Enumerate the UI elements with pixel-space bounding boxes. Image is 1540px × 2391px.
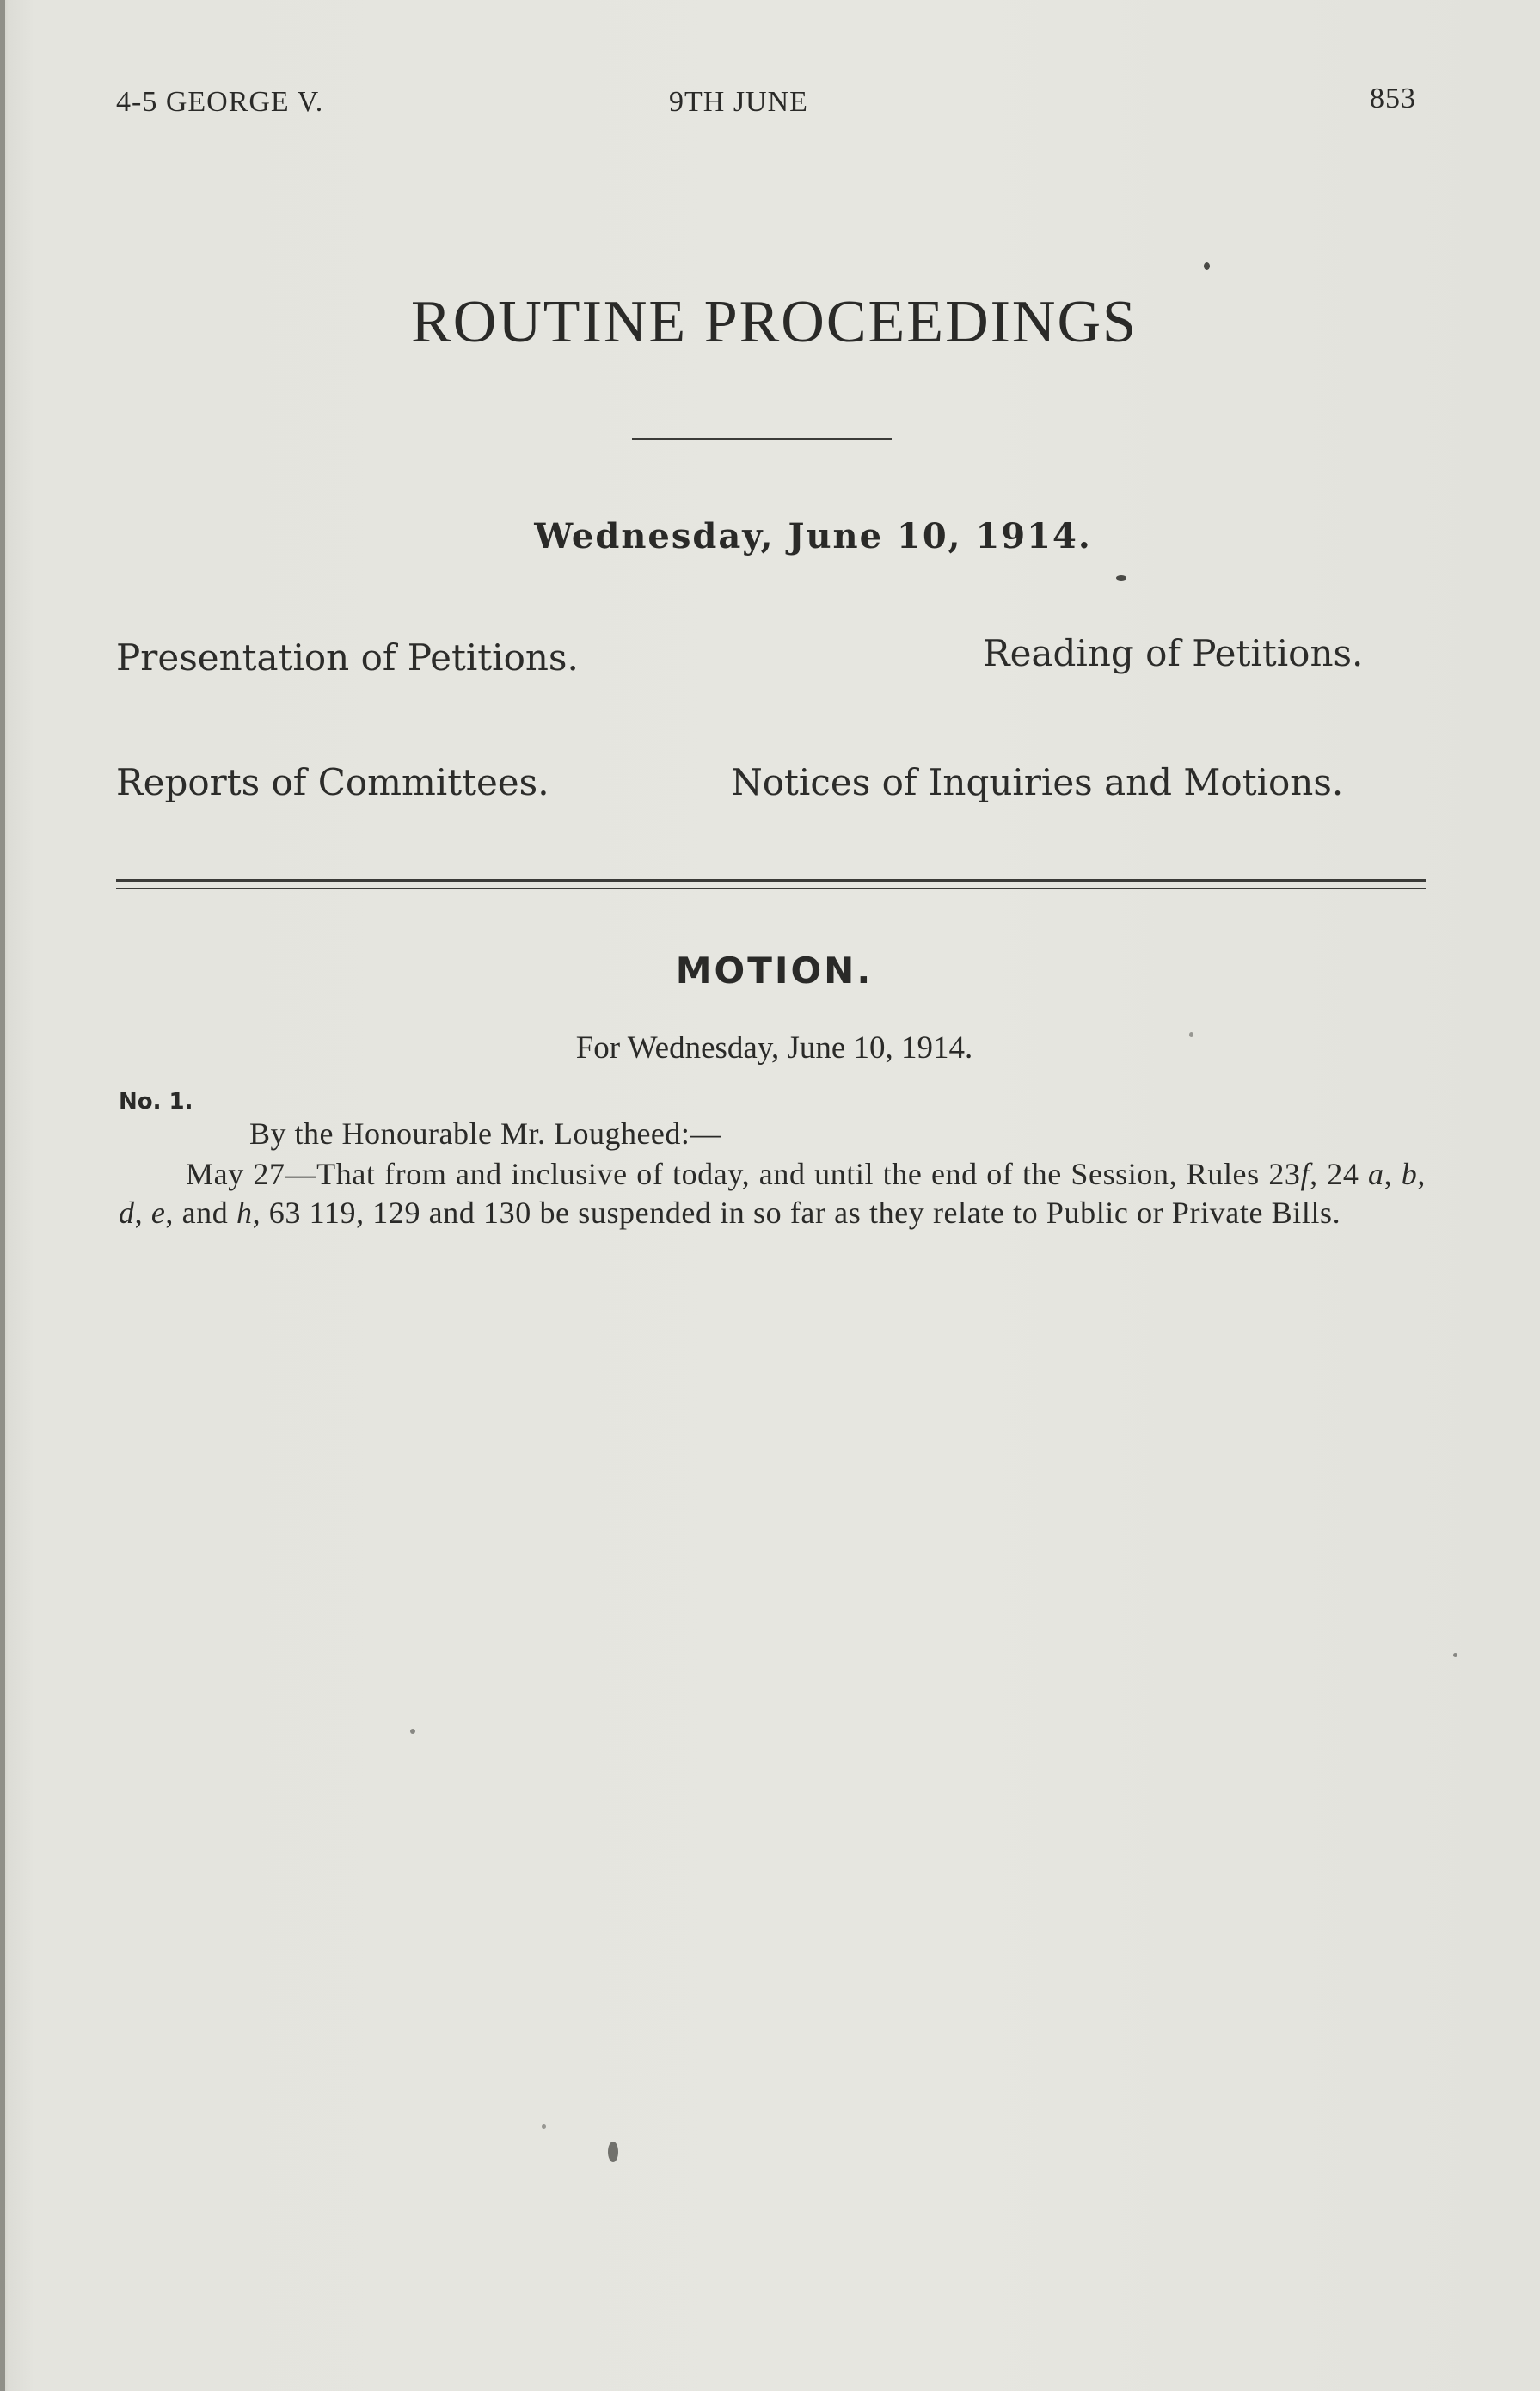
motion-text-italic: e — [150, 1196, 166, 1230]
motion-text-part: , 63 119, 129 and 130 be suspended in so far as they relate to Public or Private Bills. — [252, 1196, 1341, 1230]
motion-text-part: May 27—That from and inclusive of today, and until the end of the Session, Rules — [186, 1157, 1269, 1191]
paper-speck — [1116, 575, 1126, 581]
title-rule — [632, 438, 892, 440]
section-divider — [116, 879, 1426, 889]
section-subtitle: For Wednesday, June 10, 1914. — [575, 1030, 973, 1066]
paper-speck — [1453, 1653, 1457, 1657]
paper-speck — [542, 2124, 546, 2129]
header-regnal-year: 4-5 GEORGE V. — [116, 86, 324, 118]
paper-speck — [1204, 262, 1210, 270]
motion-text-part: , — [1417, 1157, 1426, 1191]
page-spine-edge — [0, 0, 5, 2391]
motion-text-italic: d — [119, 1196, 135, 1230]
motion-text-italic: f — [1300, 1157, 1310, 1191]
paper-speck — [410, 1729, 415, 1734]
motion-text-italic: b — [1401, 1157, 1418, 1191]
order-item-reports-of-committees: Reports of Committees. — [116, 761, 549, 803]
paper-speck — [608, 2142, 618, 2162]
motion-text-part: 23 — [1268, 1157, 1301, 1191]
page-number: 853 — [1370, 83, 1416, 114]
date-heading: Wednesday, June 10, 1914. — [534, 516, 1092, 556]
paper-speck — [1189, 1032, 1193, 1037]
running-header — [0, 83, 1540, 129]
order-item-reading-of-petitions: Reading of Petitions. — [983, 632, 1364, 674]
motion-number: No. 1. — [119, 1089, 193, 1115]
motion-text-italic: a — [1368, 1157, 1384, 1191]
motion-mover: By the Honourable Mr. Lougheed:— — [249, 1116, 721, 1151]
motion-text-part: , 24 — [1310, 1157, 1369, 1191]
page-title: ROUTINE PROCEEDINGS — [411, 289, 1138, 355]
motion-text-part: , — [134, 1196, 151, 1230]
motion-text-part: , — [1384, 1157, 1402, 1191]
header-date: 9TH JUNE — [669, 86, 808, 118]
section-title: MOTION. — [675, 950, 874, 992]
motion-text-italic: h — [236, 1196, 253, 1230]
order-item-notices-of-inquiries: Notices of Inquiries and Motions. — [731, 761, 1344, 803]
motion-text — [119, 1155, 1426, 1232]
motion-text-part: , and — [165, 1196, 236, 1230]
order-item-presentation-of-petitions: Presentation of Petitions. — [116, 636, 579, 679]
